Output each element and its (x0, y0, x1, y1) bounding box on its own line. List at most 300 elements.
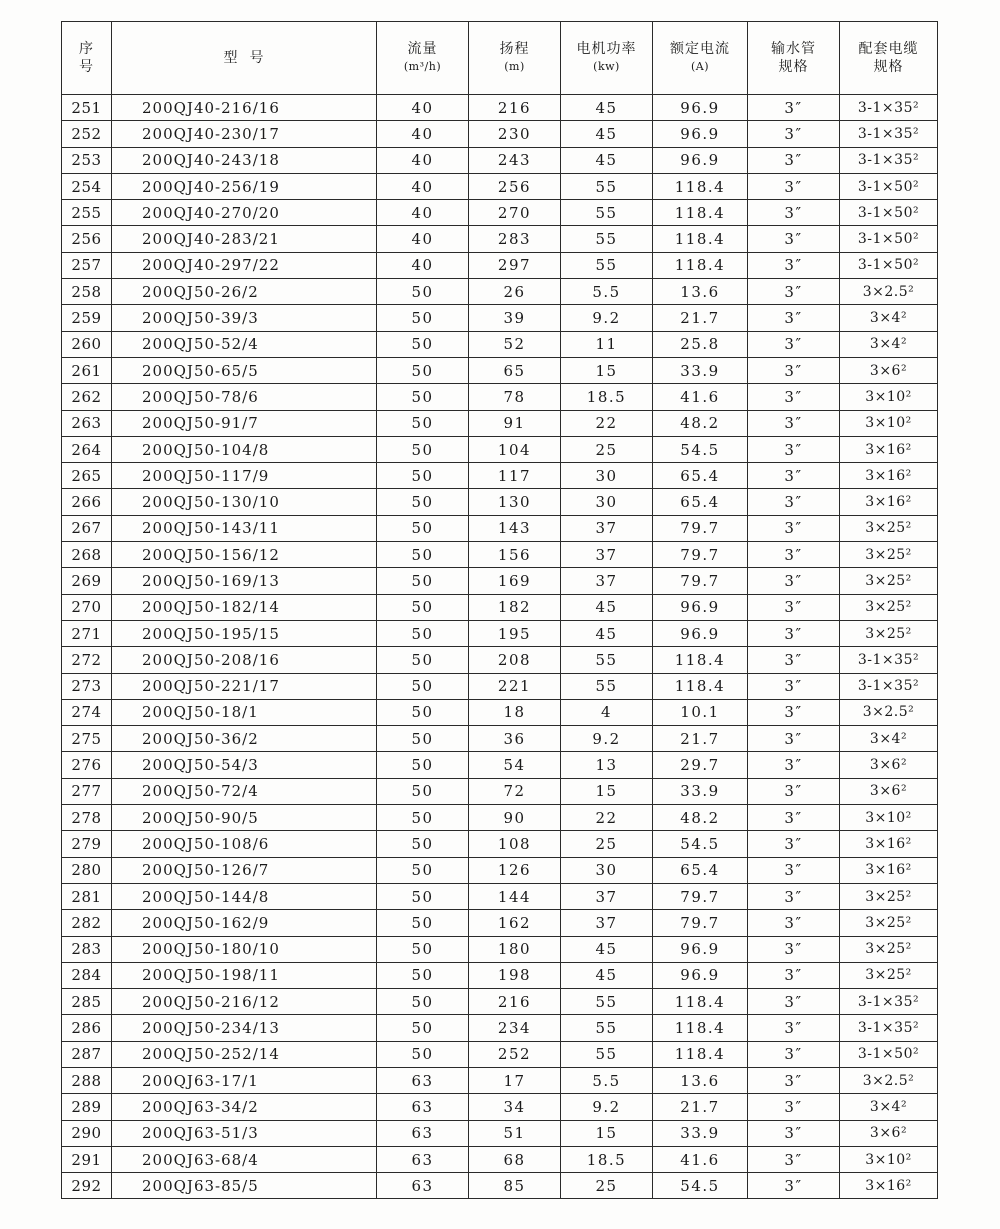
cell-head: 39 (469, 305, 561, 331)
cell-cable: 3×16² (840, 489, 938, 515)
cell-current: 25.8 (653, 331, 748, 357)
cell-index: 255 (62, 200, 112, 226)
cell-power: 55 (561, 252, 653, 278)
cell-pipe: 3″ (748, 910, 840, 936)
table-row (62, 410, 938, 436)
cell-index: 289 (62, 1094, 112, 1120)
cell-model: 200QJ50-130/10 (112, 489, 377, 515)
table-row (62, 1173, 938, 1199)
cell-cable: 3×2.5² (840, 1067, 938, 1093)
cell-index: 256 (62, 226, 112, 252)
cell-power: 55 (561, 673, 653, 699)
cell-flow: 50 (377, 910, 469, 936)
cell-index: 274 (62, 699, 112, 725)
cell-pipe: 3″ (748, 410, 840, 436)
cell-cable: 3-1×35² (840, 989, 938, 1015)
cell-current: 21.7 (653, 305, 748, 331)
cell-model: 200QJ50-169/13 (112, 568, 377, 594)
cell-pipe: 3″ (748, 726, 840, 752)
cell-flow: 50 (377, 331, 469, 357)
cell-flow: 50 (377, 857, 469, 883)
cell-power: 55 (561, 173, 653, 199)
header-flow-unit: (m³/h) (403, 60, 442, 73)
cell-model: 200QJ40-216/16 (112, 95, 377, 121)
cell-current: 33.9 (653, 1120, 748, 1146)
cell-pipe: 3″ (748, 883, 840, 909)
cell-model: 200QJ50-252/14 (112, 1041, 377, 1067)
cell-model: 200QJ63-17/1 (112, 1067, 377, 1093)
table-row (62, 647, 938, 673)
cell-head: 85 (469, 1173, 561, 1199)
table-row (62, 594, 938, 620)
cell-flow: 50 (377, 778, 469, 804)
cell-cable: 3×10² (840, 1146, 938, 1172)
cell-index: 270 (62, 594, 112, 620)
table-row (62, 1067, 938, 1093)
header-head-label: 扬程 (499, 41, 530, 57)
cell-model: 200QJ40-243/18 (112, 147, 377, 173)
cell-pipe: 3″ (748, 279, 840, 305)
cell-head: 234 (469, 1015, 561, 1041)
cell-power: 55 (561, 647, 653, 673)
cell-cable: 3×25² (840, 620, 938, 646)
cell-model: 200QJ50-198/11 (112, 962, 377, 988)
cell-current: 96.9 (653, 121, 748, 147)
cell-pipe: 3″ (748, 831, 840, 857)
cell-flow: 63 (377, 1120, 469, 1146)
cell-head: 297 (469, 252, 561, 278)
cell-head: 126 (469, 857, 561, 883)
table-row (62, 279, 938, 305)
cell-index: 257 (62, 252, 112, 278)
cell-flow: 63 (377, 1067, 469, 1093)
cell-power: 9.2 (561, 305, 653, 331)
header-current-label: 额定电流 (670, 41, 730, 57)
cell-pipe: 3″ (748, 357, 840, 383)
cell-index: 253 (62, 147, 112, 173)
cell-head: 54 (469, 752, 561, 778)
cell-pipe: 3″ (748, 542, 840, 568)
cell-current: 79.7 (653, 910, 748, 936)
header-cable-spec: 规格 (873, 59, 904, 75)
cell-flow: 50 (377, 568, 469, 594)
cell-pipe: 3″ (748, 1146, 840, 1172)
cell-cable: 3-1×50² (840, 226, 938, 252)
cell-head: 72 (469, 778, 561, 804)
table-row (62, 1041, 938, 1067)
cell-model: 200QJ50-39/3 (112, 305, 377, 331)
cell-current: 33.9 (653, 778, 748, 804)
cell-current: 33.9 (653, 357, 748, 383)
cell-cable: 3-1×35² (840, 95, 938, 121)
cell-power: 45 (561, 620, 653, 646)
cell-power: 25 (561, 436, 653, 462)
table-row (62, 121, 938, 147)
cell-model: 200QJ50-182/14 (112, 594, 377, 620)
cell-current: 96.9 (653, 594, 748, 620)
cell-cable: 3×16² (840, 831, 938, 857)
cell-flow: 40 (377, 121, 469, 147)
table-body (62, 95, 938, 1199)
cell-pipe: 3″ (748, 515, 840, 541)
cell-cable: 3×25² (840, 568, 938, 594)
cell-flow: 40 (377, 147, 469, 173)
header-head (469, 22, 561, 95)
table-row (62, 962, 938, 988)
cell-cable: 3×25² (840, 515, 938, 541)
table-row (62, 95, 938, 121)
cell-model: 200QJ50-180/10 (112, 936, 377, 962)
cell-flow: 50 (377, 384, 469, 410)
cell-model: 200QJ40-256/19 (112, 173, 377, 199)
cell-head: 65 (469, 357, 561, 383)
table-row (62, 699, 938, 725)
cell-head: 208 (469, 647, 561, 673)
cell-model: 200QJ40-297/22 (112, 252, 377, 278)
cell-model: 200QJ40-270/20 (112, 200, 377, 226)
cell-power: 55 (561, 226, 653, 252)
table-row (62, 173, 938, 199)
header-pipe-spec: 规格 (778, 59, 809, 75)
cell-current: 118.4 (653, 989, 748, 1015)
cell-index: 275 (62, 726, 112, 752)
cell-head: 17 (469, 1067, 561, 1093)
cell-power: 4 (561, 699, 653, 725)
table-row (62, 910, 938, 936)
cell-pipe: 3″ (748, 857, 840, 883)
cell-model: 200QJ50-104/8 (112, 436, 377, 462)
cell-cable: 3-1×35² (840, 647, 938, 673)
table-row (62, 568, 938, 594)
cell-cable: 3×2.5² (840, 699, 938, 725)
table-row (62, 463, 938, 489)
cell-power: 25 (561, 831, 653, 857)
cell-index: 251 (62, 95, 112, 121)
table-row (62, 252, 938, 278)
table-row (62, 515, 938, 541)
cell-model: 200QJ50-54/3 (112, 752, 377, 778)
cell-power: 45 (561, 936, 653, 962)
cell-cable: 3-1×50² (840, 1041, 938, 1067)
cell-cable: 3×4² (840, 331, 938, 357)
cell-head: 195 (469, 620, 561, 646)
cell-model: 200QJ50-144/8 (112, 883, 377, 909)
cell-flow: 50 (377, 831, 469, 857)
cell-pipe: 3″ (748, 226, 840, 252)
pump-spec-table (61, 21, 938, 1199)
cell-model: 200QJ50-72/4 (112, 778, 377, 804)
cell-head: 117 (469, 463, 561, 489)
cell-flow: 50 (377, 752, 469, 778)
cell-head: 91 (469, 410, 561, 436)
cell-index: 287 (62, 1041, 112, 1067)
table-row (62, 857, 938, 883)
cell-pipe: 3″ (748, 778, 840, 804)
cell-model: 200QJ40-230/17 (112, 121, 377, 147)
cell-model: 200QJ50-90/5 (112, 805, 377, 831)
header-row (62, 22, 938, 95)
cell-head: 216 (469, 95, 561, 121)
cell-flow: 50 (377, 936, 469, 962)
header-pipe-label: 输水管 (771, 41, 816, 57)
table-row (62, 673, 938, 699)
cell-cable: 3×16² (840, 436, 938, 462)
cell-pipe: 3″ (748, 147, 840, 173)
cell-current: 79.7 (653, 515, 748, 541)
cell-flow: 63 (377, 1173, 469, 1199)
cell-index: 278 (62, 805, 112, 831)
cell-head: 221 (469, 673, 561, 699)
table-row (62, 883, 938, 909)
cell-cable: 3×25² (840, 962, 938, 988)
header-head-unit: (m) (504, 60, 525, 73)
cell-power: 11 (561, 331, 653, 357)
cell-pipe: 3″ (748, 936, 840, 962)
table-row (62, 1094, 938, 1120)
table-row (62, 752, 938, 778)
cell-flow: 50 (377, 594, 469, 620)
cell-power: 55 (561, 989, 653, 1015)
cell-flow: 50 (377, 1015, 469, 1041)
cell-current: 96.9 (653, 962, 748, 988)
cell-pipe: 3″ (748, 962, 840, 988)
cell-pipe: 3″ (748, 200, 840, 226)
cell-pipe: 3″ (748, 121, 840, 147)
cell-index: 252 (62, 121, 112, 147)
cell-flow: 50 (377, 436, 469, 462)
cell-current: 65.4 (653, 489, 748, 515)
cell-index: 258 (62, 279, 112, 305)
cell-head: 90 (469, 805, 561, 831)
cell-power: 45 (561, 95, 653, 121)
cell-index: 264 (62, 436, 112, 462)
cell-head: 230 (469, 121, 561, 147)
cell-cable: 3×10² (840, 384, 938, 410)
cell-cable: 3×6² (840, 357, 938, 383)
cell-flow: 40 (377, 200, 469, 226)
cell-model: 200QJ50-52/4 (112, 331, 377, 357)
cell-head: 108 (469, 831, 561, 857)
cell-index: 263 (62, 410, 112, 436)
table-row (62, 489, 938, 515)
cell-model: 200QJ63-51/3 (112, 1120, 377, 1146)
table-row (62, 989, 938, 1015)
cell-head: 34 (469, 1094, 561, 1120)
cell-index: 265 (62, 463, 112, 489)
cell-model: 200QJ50-143/11 (112, 515, 377, 541)
cell-pipe: 3″ (748, 331, 840, 357)
cell-cable: 3×10² (840, 410, 938, 436)
cell-current: 54.5 (653, 831, 748, 857)
table-row (62, 384, 938, 410)
cell-head: 162 (469, 910, 561, 936)
cell-cable: 3×25² (840, 936, 938, 962)
cell-power: 15 (561, 778, 653, 804)
cell-current: 96.9 (653, 936, 748, 962)
cell-power: 30 (561, 489, 653, 515)
cell-model: 200QJ50-108/6 (112, 831, 377, 857)
header-cable (840, 22, 938, 95)
cell-flow: 63 (377, 1146, 469, 1172)
cell-head: 36 (469, 726, 561, 752)
cell-current: 54.5 (653, 1173, 748, 1199)
cell-index: 285 (62, 989, 112, 1015)
cell-head: 243 (469, 147, 561, 173)
cell-model: 200QJ50-91/7 (112, 410, 377, 436)
cell-model: 200QJ50-117/9 (112, 463, 377, 489)
cell-flow: 50 (377, 647, 469, 673)
cell-cable: 3-1×35² (840, 673, 938, 699)
cell-cable: 3×4² (840, 305, 938, 331)
cell-pipe: 3″ (748, 463, 840, 489)
cell-pipe: 3″ (748, 620, 840, 646)
cell-current: 48.2 (653, 805, 748, 831)
cell-index: 254 (62, 173, 112, 199)
cell-cable: 3×4² (840, 1094, 938, 1120)
header-index-line1: 序 (79, 41, 94, 57)
cell-current: 118.4 (653, 673, 748, 699)
cell-cable: 3×25² (840, 910, 938, 936)
cell-pipe: 3″ (748, 647, 840, 673)
cell-index: 276 (62, 752, 112, 778)
table-row (62, 331, 938, 357)
cell-model: 200QJ50-65/5 (112, 357, 377, 383)
cell-head: 144 (469, 883, 561, 909)
cell-model: 200QJ50-36/2 (112, 726, 377, 752)
cell-flow: 50 (377, 489, 469, 515)
cell-power: 9.2 (561, 1094, 653, 1120)
cell-cable: 3×6² (840, 778, 938, 804)
cell-current: 79.7 (653, 568, 748, 594)
cell-index: 288 (62, 1067, 112, 1093)
cell-pipe: 3″ (748, 594, 840, 620)
cell-pipe: 3″ (748, 1015, 840, 1041)
header-power-label: 电机功率 (576, 41, 637, 57)
cell-power: 45 (561, 121, 653, 147)
table-row (62, 805, 938, 831)
cell-flow: 50 (377, 620, 469, 646)
cell-head: 26 (469, 279, 561, 305)
cell-head: 78 (469, 384, 561, 410)
cell-index: 277 (62, 778, 112, 804)
cell-index: 292 (62, 1173, 112, 1199)
cell-index: 262 (62, 384, 112, 410)
cell-current: 41.6 (653, 384, 748, 410)
cell-pipe: 3″ (748, 173, 840, 199)
cell-pipe: 3″ (748, 1173, 840, 1199)
cell-head: 180 (469, 936, 561, 962)
cell-index: 279 (62, 831, 112, 857)
cell-power: 18.5 (561, 1146, 653, 1172)
cell-pipe: 3″ (748, 1120, 840, 1146)
cell-head: 283 (469, 226, 561, 252)
cell-cable: 3×16² (840, 1173, 938, 1199)
cell-head: 198 (469, 962, 561, 988)
cell-pipe: 3″ (748, 305, 840, 331)
cell-cable: 3-1×50² (840, 200, 938, 226)
cell-power: 15 (561, 1120, 653, 1146)
cell-head: 252 (469, 1041, 561, 1067)
cell-power: 45 (561, 594, 653, 620)
cell-power: 5.5 (561, 279, 653, 305)
cell-model: 200QJ63-68/4 (112, 1146, 377, 1172)
cell-power: 22 (561, 410, 653, 436)
cell-current: 96.9 (653, 95, 748, 121)
cell-current: 79.7 (653, 542, 748, 568)
header-flow (377, 22, 469, 95)
cell-index: 271 (62, 620, 112, 646)
cell-flow: 40 (377, 173, 469, 199)
table-row (62, 357, 938, 383)
table-row (62, 305, 938, 331)
cell-index: 260 (62, 331, 112, 357)
cell-cable: 3×4² (840, 726, 938, 752)
cell-pipe: 3″ (748, 805, 840, 831)
cell-pipe: 3″ (748, 673, 840, 699)
cell-index: 266 (62, 489, 112, 515)
cell-flow: 50 (377, 279, 469, 305)
cell-flow: 50 (377, 673, 469, 699)
cell-head: 68 (469, 1146, 561, 1172)
cell-model: 200QJ50-208/16 (112, 647, 377, 673)
cell-pipe: 3″ (748, 752, 840, 778)
cell-model: 200QJ50-221/17 (112, 673, 377, 699)
header-power (561, 22, 653, 95)
cell-cable: 3×25² (840, 594, 938, 620)
cell-model: 200QJ50-234/13 (112, 1015, 377, 1041)
cell-flow: 50 (377, 410, 469, 436)
table-row (62, 200, 938, 226)
cell-cable: 3-1×35² (840, 1015, 938, 1041)
cell-current: 118.4 (653, 226, 748, 252)
cell-current: 41.6 (653, 1146, 748, 1172)
cell-cable: 3-1×50² (840, 252, 938, 278)
cell-flow: 50 (377, 305, 469, 331)
header-model-label: 型 号 (223, 50, 265, 66)
cell-pipe: 3″ (748, 436, 840, 462)
table-row (62, 226, 938, 252)
cell-flow: 50 (377, 515, 469, 541)
cell-pipe: 3″ (748, 1094, 840, 1120)
cell-cable: 3×10² (840, 805, 938, 831)
cell-index: 290 (62, 1120, 112, 1146)
cell-cable: 3×6² (840, 752, 938, 778)
cell-head: 169 (469, 568, 561, 594)
cell-power: 5.5 (561, 1067, 653, 1093)
cell-power: 25 (561, 1173, 653, 1199)
header-flow-label: 流量 (407, 41, 438, 57)
cell-head: 156 (469, 542, 561, 568)
cell-flow: 63 (377, 1094, 469, 1120)
header-cable-label: 配套电缆 (858, 41, 919, 57)
table-header (62, 22, 938, 95)
cell-power: 37 (561, 568, 653, 594)
cell-model: 200QJ50-126/7 (112, 857, 377, 883)
table-row (62, 542, 938, 568)
cell-power: 37 (561, 883, 653, 909)
header-model (112, 22, 377, 95)
cell-power: 45 (561, 147, 653, 173)
cell-index: 272 (62, 647, 112, 673)
header-index (62, 22, 112, 95)
cell-power: 18.5 (561, 384, 653, 410)
cell-flow: 40 (377, 226, 469, 252)
cell-index: 268 (62, 542, 112, 568)
cell-current: 48.2 (653, 410, 748, 436)
cell-head: 216 (469, 989, 561, 1015)
cell-power: 45 (561, 962, 653, 988)
cell-model: 200QJ50-162/9 (112, 910, 377, 936)
